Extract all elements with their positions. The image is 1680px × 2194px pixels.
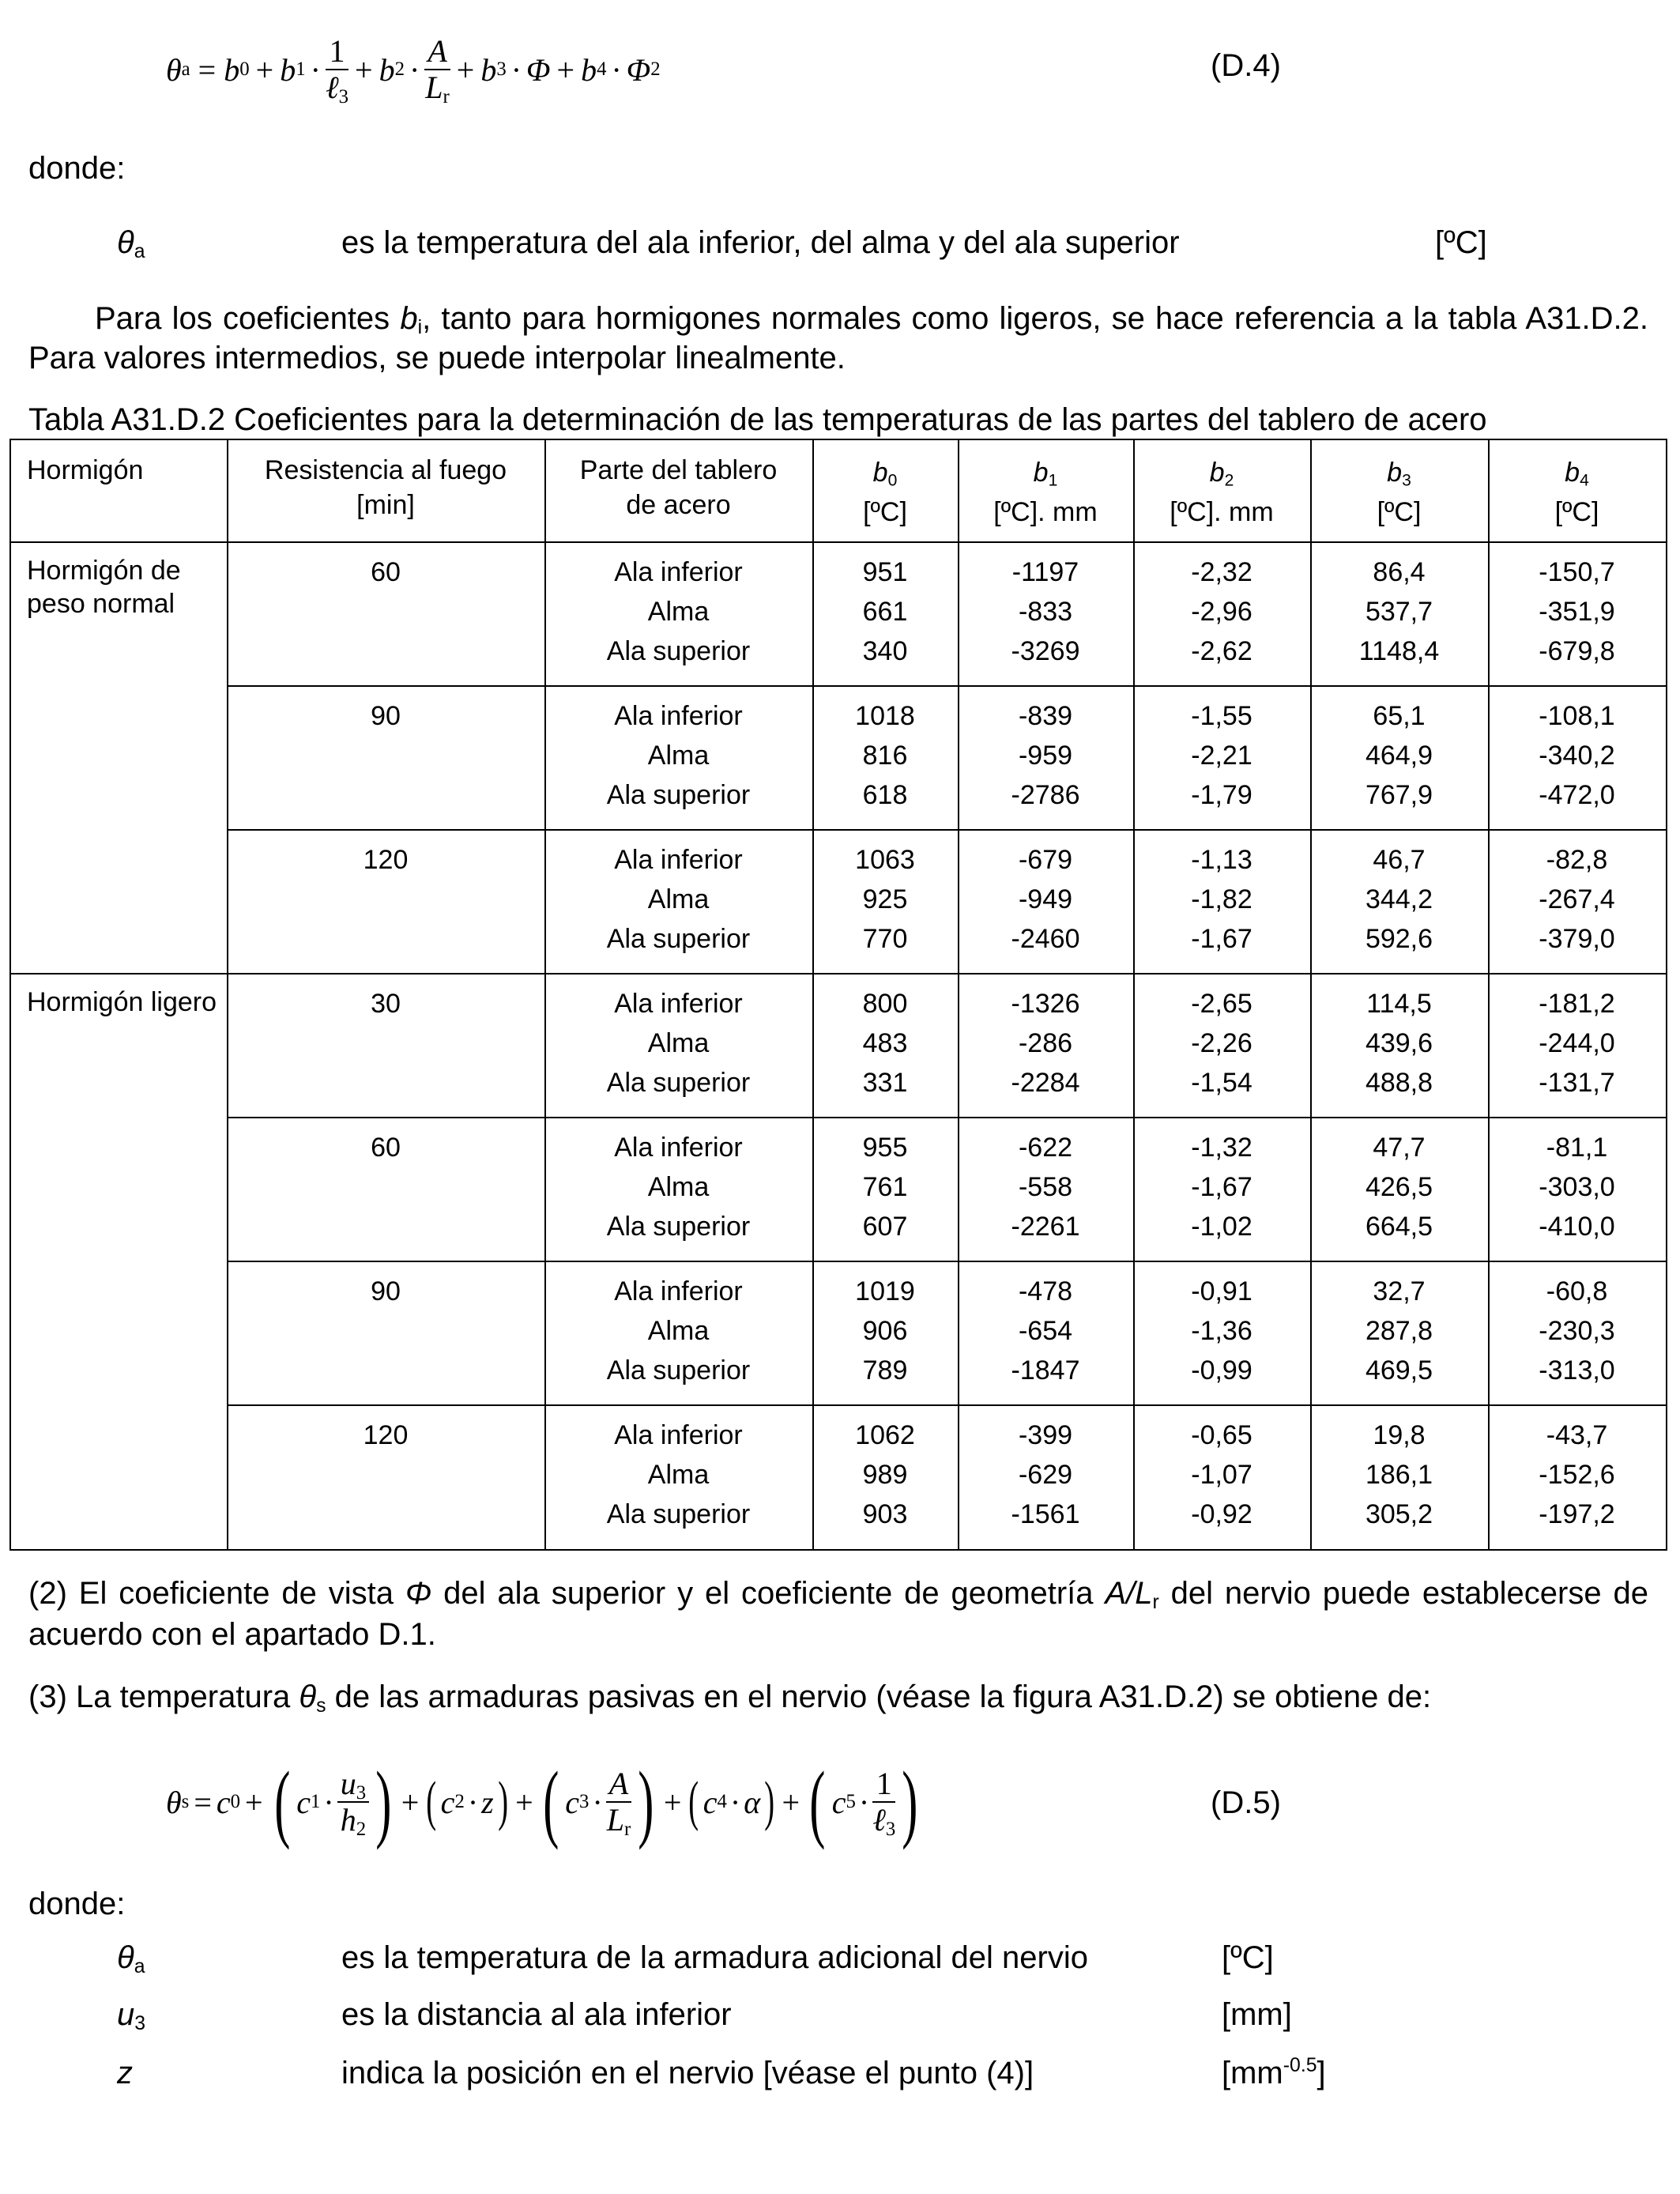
coefficient-b0-cell: 661 (862, 597, 908, 627)
table-row-parte: Ala superior (606, 1355, 751, 1385)
coefficient-b3-cell: 305,2 (1365, 1499, 1433, 1529)
coefficient-b0-cell: 955 (862, 1133, 908, 1163)
coefficient-b4-cell: -472,0 (1539, 780, 1615, 810)
equation-d4: θ a = b 0 + b 1 · $\frac{1}{\ell_3}$ + b 2 · $\frac{A}{L_r}$ + b 3 · Φ + b 4 · Φ 2 (166, 33, 661, 108)
definition-unit: [mm] (1222, 1997, 1292, 2032)
coefficient-b0-cell: 789 (862, 1355, 908, 1385)
coefficient-b4-cell: -150,7 (1539, 557, 1615, 587)
coefficient-b4-cell: -340,2 (1539, 741, 1615, 771)
table-row-parte: Ala superior (606, 636, 751, 666)
coefficient-b4-cell: -60,8 (1546, 1276, 1608, 1306)
coefficient-b3-cell: 86,4 (1373, 557, 1426, 587)
coefficient-b2-cell: -2,21 (1191, 741, 1252, 771)
coefficient-b0-cell: 331 (862, 1068, 908, 1098)
resistencia-cell: 90 (371, 1276, 401, 1306)
table-row-parte: Ala inferior (614, 989, 743, 1019)
donde-label: donde: (28, 151, 126, 186)
coefficient-b0-cell: 925 (862, 884, 908, 914)
coefficient-b1-cell: -833 (1018, 597, 1073, 627)
coefficient-b4-cell: -181,2 (1539, 989, 1615, 1019)
coefficient-b2-cell: -2,62 (1191, 636, 1252, 666)
coefficient-b4-cell: -81,1 (1546, 1133, 1608, 1163)
coefficient-b0-cell: 618 (862, 780, 908, 810)
coefficient-b3-cell: 47,7 (1373, 1133, 1426, 1163)
coefficient-b2-cell: -0,99 (1191, 1355, 1252, 1385)
coefficient-b0-cell: 800 (862, 989, 908, 1019)
coefficient-b1-cell: -1326 (1011, 989, 1080, 1019)
coefficient-b1-cell: -654 (1018, 1316, 1073, 1346)
coefficient-b3-cell: 488,8 (1365, 1068, 1433, 1098)
table-row-parte: Ala superior (606, 924, 751, 954)
coefficient-b1-cell: -3269 (1011, 636, 1080, 666)
coefficient-b3-cell: 46,7 (1373, 845, 1426, 875)
coefficient-b1-cell: -839 (1018, 701, 1073, 731)
coefficient-b0-cell: 816 (862, 741, 908, 771)
coefficient-b1-cell: -1561 (1011, 1499, 1080, 1529)
coefficients-table (9, 439, 1667, 1551)
coefficient-b4-cell: -303,0 (1539, 1172, 1615, 1202)
resistencia-cell: 60 (371, 1133, 401, 1163)
coefficient-b0-cell: 1063 (855, 845, 915, 875)
coefficient-b1-cell: -959 (1018, 741, 1073, 771)
coefficient-b2-cell: -1,82 (1191, 884, 1252, 914)
coefficient-b1-cell: -622 (1018, 1133, 1073, 1163)
coefficient-b1-cell: -399 (1018, 1420, 1073, 1450)
coefficient-b3-cell: 287,8 (1365, 1316, 1433, 1346)
equation-d4-label: (D.4) (1211, 48, 1281, 83)
header-b1: $b_1$ [ºC]. mm (993, 458, 1098, 527)
header-b3: $b_3$ [ºC] (1377, 458, 1422, 527)
resistencia-cell: 60 (371, 557, 401, 587)
coefficient-b4-cell: -43,7 (1546, 1420, 1608, 1450)
coefficient-b0-cell: 483 (862, 1028, 908, 1058)
resistencia-cell: 30 (371, 989, 401, 1019)
table-row-parte: Ala inferior (614, 701, 743, 731)
coefficient-b1-cell: -1197 (1011, 557, 1079, 587)
coefficient-b2-cell: -1,32 (1191, 1133, 1252, 1163)
coefficient-b1-cell: -2261 (1011, 1212, 1080, 1242)
table-row-parte: Alma (647, 1028, 710, 1058)
coefficient-b2-cell: -2,65 (1191, 989, 1252, 1019)
coefficient-b3-cell: 186,1 (1365, 1460, 1433, 1490)
table-row-parte: Ala inferior (614, 1133, 743, 1163)
coefficient-b1-cell: -286 (1018, 1028, 1073, 1058)
definition-theta-a: $\theta_a$ es la temperatura del ala inferior, del alma y del ala superior [ºC] (117, 225, 1487, 263)
coefficient-b0-cell: 1018 (855, 701, 915, 731)
resistencia-cell: 120 (363, 1420, 409, 1450)
table-row-parte: Ala inferior (614, 1276, 743, 1306)
coefficient-b2-cell: -1,54 (1191, 1068, 1252, 1098)
coefficient-b0-cell: 1062 (855, 1420, 915, 1450)
coefficient-b3-cell: 344,2 (1365, 884, 1433, 914)
coefficient-b3-cell: 664,5 (1365, 1212, 1433, 1242)
resistencia-cell: 90 (371, 701, 401, 731)
resistencia-cell: 120 (363, 845, 409, 875)
coefficient-b2-cell: -1,36 (1191, 1316, 1252, 1346)
table-row-parte: Alma (647, 1316, 710, 1346)
coefficient-b4-cell: -410,0 (1539, 1212, 1615, 1242)
coefficient-b2-cell: -0,65 (1191, 1420, 1252, 1450)
table-row-parte: Alma (647, 1172, 710, 1202)
coefficient-b0-cell: 906 (862, 1316, 908, 1346)
coefficient-b3-cell: 767,9 (1365, 780, 1433, 810)
header-b4: $b_4$ [ºC] (1554, 458, 1599, 527)
coefficient-b4-cell: -108,1 (1539, 701, 1615, 731)
coefficient-b2-cell: -1,02 (1191, 1212, 1252, 1242)
paragraph-2: (2) El coeficiente de vista Φ del ala superior y el coeficiente de geometría $A/L_r$ del nervio puede establecerse de acuerdo con el apartado D.1. (28, 1576, 1648, 1652)
coefficient-b1-cell: -1847 (1011, 1355, 1080, 1385)
table-row-parte: Ala superior (606, 1212, 751, 1242)
coefficient-b3-cell: 426,5 (1365, 1172, 1433, 1202)
coefficient-b0-cell: 903 (862, 1499, 908, 1529)
header-b2: $b_2$ [ºC]. mm (1170, 458, 1274, 527)
table-row-parte: Ala superior (606, 1068, 751, 1098)
definition-unit: [ºC] (1222, 1940, 1274, 1975)
definition-symbol: u (117, 1997, 135, 2032)
definition-unit: $[mm^{-0.5}]$ (1222, 2055, 1326, 2090)
table-caption: Tabla A31.D.2 Coeficientes para la determinación de las temperaturas de las partes del tablero de acero (28, 402, 1487, 437)
coefficient-b1-cell: -478 (1018, 1276, 1073, 1306)
coefficient-b1-cell: -2460 (1011, 924, 1080, 954)
coefficient-b4-cell: -82,8 (1546, 845, 1608, 875)
table-row-parte: Ala inferior (614, 557, 743, 587)
definition-item: $\theta_a$ es la temperatura de la armadura adicional del nervio [ºC] (117, 1938, 1618, 1982)
header-resistencia: Resistencia al fuego [min] (264, 455, 507, 520)
coefficient-b3-cell: 592,6 (1365, 924, 1433, 954)
coefficient-b1-cell: -679 (1018, 845, 1073, 875)
table-row-parte: Ala superior (606, 1499, 751, 1529)
coefficient-b1-cell: -2786 (1011, 780, 1080, 810)
table-row-parte: Alma (647, 1460, 710, 1490)
coefficient-b4-cell: -679,8 (1539, 636, 1615, 666)
coefficient-b2-cell: -1,67 (1191, 1172, 1252, 1202)
coefficient-b4-cell: -244,0 (1539, 1028, 1615, 1058)
coefficient-b3-cell: 114,5 (1366, 989, 1432, 1019)
coefficient-b4-cell: -351,9 (1539, 597, 1615, 627)
coefficient-b4-cell: -313,0 (1539, 1355, 1615, 1385)
hormigon-type-cell: Hormigón de peso normal (27, 556, 181, 619)
coefficient-b0-cell: 1019 (855, 1276, 915, 1306)
coefficient-b2-cell: -1,79 (1191, 780, 1252, 810)
coefficient-b1-cell: -629 (1018, 1460, 1073, 1490)
definition-text: es la distancia al ala inferior (341, 1997, 732, 2032)
header-b0: $b_0$ [ºC] (863, 458, 907, 527)
coefficient-b2-cell: -2,26 (1191, 1028, 1252, 1058)
table-row-parte: Alma (647, 884, 710, 914)
definition-symbol: θ (117, 1940, 134, 1975)
coefficient-b4-cell: -197,2 (1539, 1499, 1615, 1529)
header-parte: Parte del tablero de acero (579, 455, 778, 520)
coefficient-b4-cell: -379,0 (1539, 924, 1615, 954)
coefficient-b0-cell: 951 (862, 557, 908, 587)
hormigon-type-cell: Hormigón ligero (27, 987, 217, 1017)
table-row-parte: Ala inferior (614, 845, 743, 875)
coefficient-b0-cell: 989 (862, 1460, 908, 1490)
table-row-parte: Alma (647, 597, 710, 627)
coefficient-b0-cell: 761 (862, 1172, 908, 1202)
coefficient-b3-cell: 32,7 (1373, 1276, 1426, 1306)
coefficient-b4-cell: -152,6 (1539, 1460, 1615, 1490)
coefficient-b2-cell: -1,55 (1191, 701, 1252, 731)
coefficient-b2-cell: -2,32 (1191, 557, 1252, 587)
table-row-parte: Ala inferior (614, 1420, 743, 1450)
coefficient-b2-cell: -0,92 (1191, 1499, 1252, 1529)
definition-item: $u_3$ es la distancia al ala inferior [mm] (117, 1995, 1618, 2039)
coefficient-b2-cell: -1,67 (1191, 924, 1252, 954)
coefficient-b2-cell: -0,91 (1191, 1276, 1252, 1306)
coefficient-b4-cell: -230,3 (1539, 1316, 1615, 1346)
coefficient-b4-cell: -131,7 (1539, 1068, 1615, 1098)
coefficient-b3-cell: 1148,4 (1358, 636, 1440, 666)
coefficient-b2-cell: -2,96 (1191, 597, 1252, 627)
equation-d5-label: (D.5) (1211, 1785, 1281, 1820)
definition-text: es la temperatura de la armadura adicional del nervio (341, 1940, 1088, 1975)
paragraph-3: (3) La temperatura $\theta_s$ de las armaduras pasivas en el nervio (véase la figura A31.D.2) se obtiene de: (28, 1679, 1432, 1717)
coefficient-b3-cell: 537,7 (1365, 597, 1433, 627)
table-row-parte: Alma (647, 741, 710, 771)
coefficient-b1-cell: -558 (1018, 1172, 1073, 1202)
coefficient-b0-cell: 607 (862, 1212, 908, 1242)
equation-d5: θ s = c 0 + ( c 1 · $\frac{u_3}{h_2}$ ) + ( c 2 · z ) + ( c 3 · $\frac{A}{L_r}$ ) + ( c 4 · α ) + ( c 5 · $\frac{1}{\ell_3}$ ) (166, 1754, 918, 1850)
paragraph-coefficients: Para los coeficientes $b_i$, tanto para hormigones normales como ligeros, se hace referencia a la tabla A31.D.2. Para valores intermedios, se puede interpolar linealmente. (28, 301, 1648, 375)
coefficient-b3-cell: 464,9 (1365, 741, 1433, 771)
definition-symbol: z (117, 2056, 133, 2090)
coefficient-b2-cell: -1,07 (1191, 1460, 1252, 1490)
coefficient-b0-cell: 770 (862, 924, 908, 954)
coefficient-b0-cell: 340 (862, 636, 908, 666)
coefficient-b3-cell: 19,8 (1373, 1420, 1426, 1450)
coefficient-b2-cell: -1,13 (1191, 845, 1252, 875)
table-row-parte: Ala superior (606, 780, 751, 810)
coefficient-b4-cell: -267,4 (1539, 884, 1615, 914)
coefficient-b3-cell: 469,5 (1365, 1355, 1433, 1385)
coefficient-b1-cell: -949 (1018, 884, 1073, 914)
header-hormigon: Hormigón (27, 455, 144, 485)
coefficient-b1-cell: -2284 (1011, 1068, 1080, 1098)
definition-text: indica la posición en el nervio [véase el punto (4)] (341, 2056, 1034, 2090)
donde-label-2: donde: (28, 1887, 126, 1921)
theta-symbol: θ (166, 51, 182, 88)
coefficient-b3-cell: 65,1 (1373, 701, 1426, 731)
coefficient-b3-cell: 439,6 (1365, 1028, 1433, 1058)
definition-item (117, 2053, 1618, 2098)
